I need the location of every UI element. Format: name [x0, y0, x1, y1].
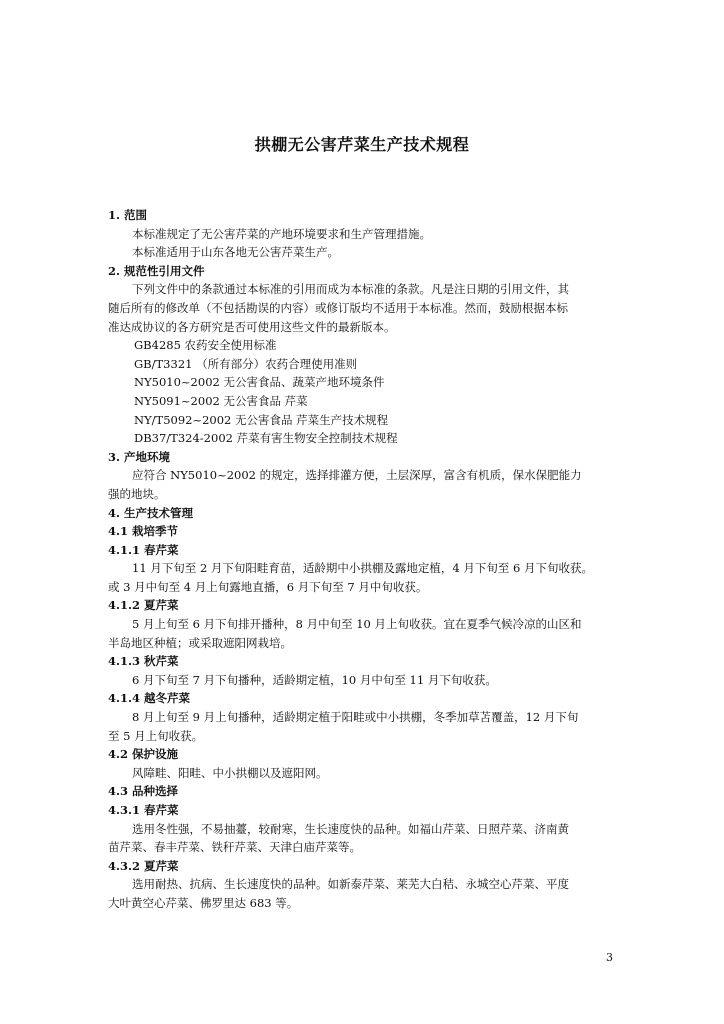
paragraph-line: 下列文件中的条款通过本标准的引用而成为本标准的条款。凡是注日期的引用文件，其	[132, 282, 569, 297]
paragraph-line: 至 5 月上旬收获。	[108, 728, 204, 743]
reference-item: NY5091~2002 无公害食品 芹菜	[134, 393, 308, 408]
reference-item: GB/T3321 （所有部分）农药合理使用准则	[134, 356, 358, 371]
section-heading: 4. 生产技术管理	[108, 505, 194, 520]
paragraph-line: 强的地块。	[108, 486, 166, 501]
section-heading: 3. 产地环境	[108, 449, 171, 464]
paragraph-line: 或 3 月中旬至 4 月上旬露地直播，6 月下旬至 7 月中旬收获。	[108, 579, 428, 594]
section-heading: 4.3.2 夏芹菜	[108, 858, 179, 873]
section-heading: 4.3.1 春芹菜	[108, 803, 179, 817]
reference-item: DB37/T324-2002 芹菜有害生物安全控制技术规程	[134, 431, 398, 446]
section-heading: 4.1.1 春芹菜	[108, 542, 179, 557]
paragraph-line: 6 月下旬至 7 月下旬播种，适龄期定植，10 月中旬至 11 月下旬收获。	[132, 672, 497, 687]
reference-item: GB4285 农药安全使用标准	[134, 338, 277, 353]
paragraph-line: 本标准规定了无公害芹菜的产地环境要求和生产管理措施。	[132, 226, 431, 241]
section-heading: 4.1.3 秋芹菜	[108, 654, 179, 669]
section-heading: 4.1.4 越冬芹菜	[108, 691, 191, 706]
paragraph-line: 选用冬性强，不易抽薹，较耐寒，生长速度快的品种。如福山芹菜、日照芹菜、济南黄	[132, 821, 569, 836]
document-body	[108, 206, 618, 913]
paragraph-line: 11 月下旬至 2 月下旬阳畦育苗，适龄期中小拱棚及露地定植，4 月下旬至 6 月下旬收获。	[132, 561, 594, 576]
paragraph-line: 苗芹菜、春丰芹菜、铁秆芹菜、天津白庙芹菜等。	[108, 840, 361, 855]
paragraph-line: 本标准适用于山东各地无公害芹菜生产。	[132, 245, 339, 260]
section-heading: 1. 范围	[108, 208, 148, 222]
paragraph-line: 选用耐热、抗病、生长速度快的品种。如新泰芹菜、莱芜大白秸、永城空心芹菜、平度	[132, 877, 569, 892]
paragraph-line: 8 月上旬至 9 月上旬播种，适龄期定植于阳畦或中小拱棚，冬季加草苫覆盖，12 月下旬	[132, 710, 579, 725]
page-number: 3	[606, 951, 613, 964]
section-heading: 2. 规范性引用文件	[108, 263, 205, 278]
document-title: 拱棚无公害芹菜生产技术规程	[254, 135, 470, 154]
paragraph-line: 风障畦、阳畦、中小拱棚以及遮阳网。	[132, 765, 328, 780]
section-heading: 4.2 保护设施	[108, 747, 179, 762]
section-heading: 4.1.2 夏芹菜	[108, 598, 179, 613]
reference-item: NY5010~2002 无公害食品、蔬菜产地环境条件	[134, 375, 385, 390]
paragraph-line: 大叶黄空心芹菜、佛罗里达 683 等。	[108, 895, 299, 910]
paragraph-line: 5 月上旬至 6 月下旬排开播种，8 月中旬至 10 月上旬收获。宜在夏季气候冷凉的山区和	[132, 617, 582, 632]
paragraph-line: 应符合 NY5010~2002 的规定，选择排灌方便，土层深厚，富含有机质，保水保肥能力	[132, 468, 582, 483]
paragraph-line: 半岛地区种植；或采取遮阳网栽培。	[108, 635, 292, 650]
reference-item: NY/T5092~2002 无公害食品 芹菜生产技术规程	[134, 412, 389, 427]
section-heading: 4.1 栽培季节	[108, 524, 179, 539]
paragraph-line: 准达成协议的各方研究是否可使用这些文件的最新版本。	[108, 319, 396, 334]
section-heading: 4.3 品种选择	[108, 784, 179, 799]
paragraph-line: 随后所有的修改单（不包括勘误的内容）或修订版均不适用于本标准。然而，鼓励根据本标	[108, 300, 568, 315]
